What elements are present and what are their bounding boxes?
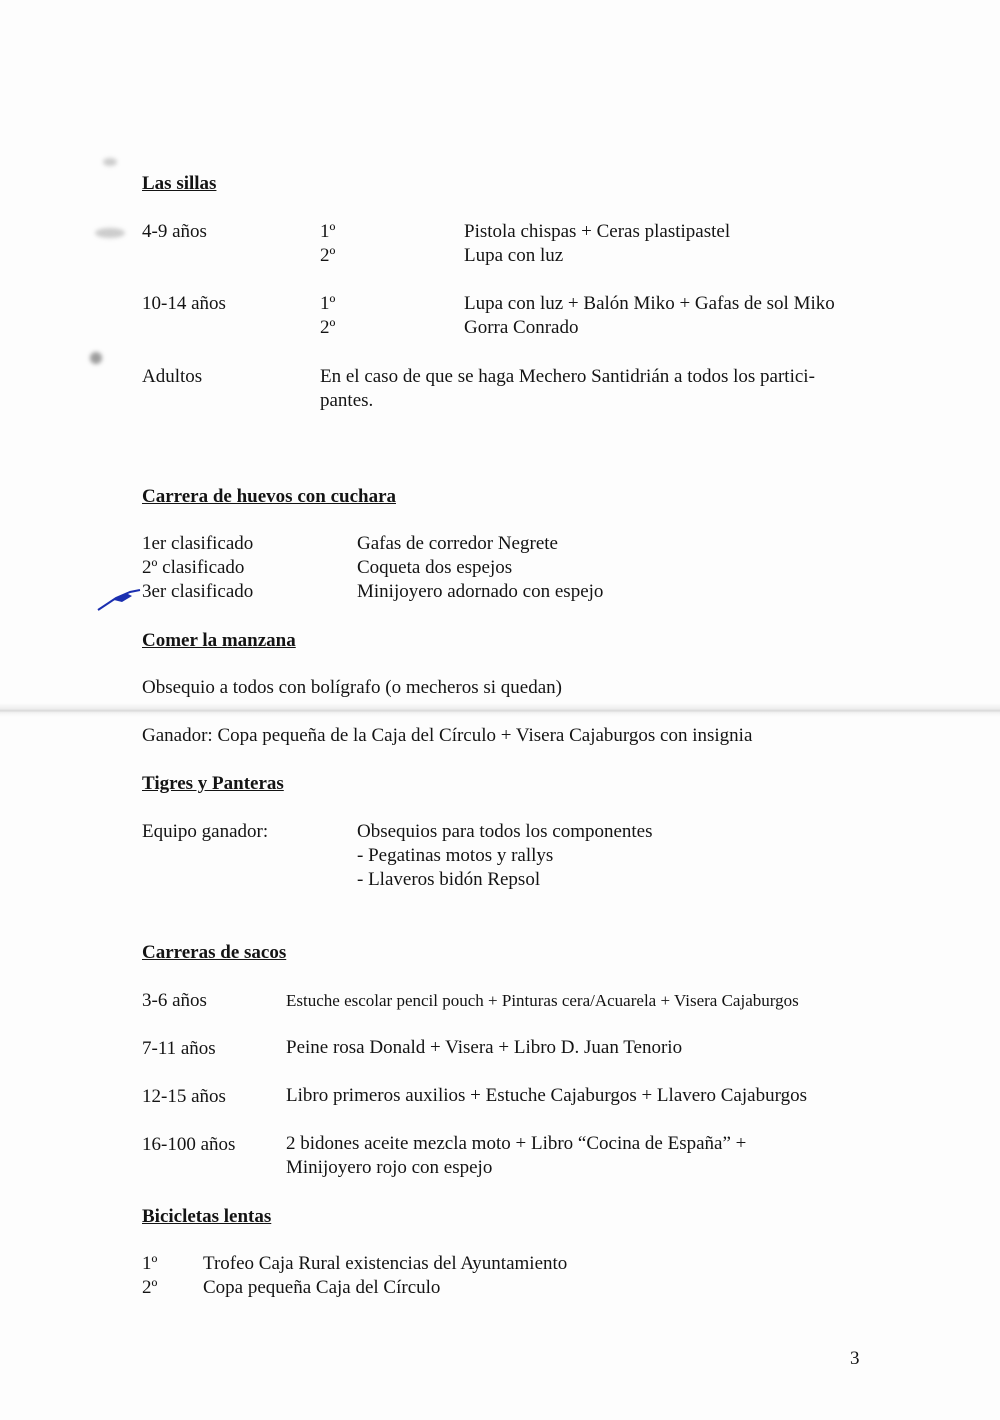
section-heading-manzana: Comer la manzana [142, 630, 296, 651]
section-heading-sacos: Carreras de sacos [142, 942, 287, 963]
section-heading-huevos: Carrera de huevos con cuchara [142, 486, 397, 507]
place-label: 3er clasificado [142, 581, 254, 602]
prize-text: Gorra Conrado [464, 317, 579, 338]
prize-text: Lupa con luz [464, 245, 564, 266]
page-number: 3 [850, 1348, 860, 1369]
prize-text: Lupa con luz + Balón Miko + Gafas de sol Miko [464, 293, 835, 314]
prize-text: Obsequios para todos los componentes [357, 821, 653, 842]
place-label: 2º [320, 317, 336, 338]
smudge-mark [103, 158, 117, 166]
place-label: 2º [320, 245, 336, 266]
paper-fold-crease [0, 703, 1000, 717]
place-label: 2º clasificado [142, 557, 245, 578]
section-heading-sillas: Las sillas [142, 173, 217, 194]
adults-text-continued: pantes. [320, 390, 374, 411]
prize-text: - Llaveros bidón Repsol [357, 869, 541, 890]
place-label: 2º [142, 1277, 158, 1298]
prize-text: Gafas de corredor Negrete [357, 533, 558, 554]
prize-text: Minijoyero adornado con espejo [357, 581, 604, 602]
smudge-mark [95, 228, 125, 238]
age-group: Adultos [142, 366, 203, 387]
team-label: Equipo ganador: [142, 821, 269, 842]
prize-text: Coqueta dos espejos [357, 557, 513, 578]
age-group: 3-6 años [142, 990, 207, 1011]
smudge-mark [90, 352, 102, 364]
age-group: 4-9 años [142, 221, 207, 242]
age-group: 7-11 años [142, 1038, 216, 1059]
age-group: 10-14 años [142, 293, 226, 314]
place-label: 1º [320, 221, 336, 242]
place-label: 1º [320, 293, 336, 314]
prize-text-continued: Minijoyero rojo con espejo [286, 1157, 493, 1178]
prize-text: Estuche escolar pencil pouch + Pinturas cera/Acuarela + Visera Cajaburgos [286, 991, 799, 1010]
manzana-gift-text: Obsequio a todos con bolígrafo (o mecheros si quedan) [142, 677, 563, 698]
prize-text: - Pegatinas motos y rallys [357, 845, 554, 866]
place-label: 1º [142, 1253, 158, 1274]
age-group: 16-100 años [142, 1134, 236, 1155]
section-heading-bicicletas: Bicicletas lentas [142, 1206, 272, 1227]
prize-text: 2 bidones aceite mezcla moto + Libro “Cocina de España” + [286, 1133, 747, 1154]
prize-text: Peine rosa Donald + Visera + Libro D. Juan Tenorio [286, 1037, 683, 1058]
prize-text: Copa pequeña Caja del Círculo [203, 1277, 441, 1298]
place-label: 1er clasificado [142, 533, 254, 554]
manzana-winner-text: Ganador: Copa pequeña de la Caja del Círculo + Visera Cajaburgos con insignia [142, 725, 753, 746]
adults-text: En el caso de que se haga Mechero Santidrián a todos los partici- [320, 366, 815, 387]
prize-text: Trofeo Caja Rural existencias del Ayuntamiento [203, 1253, 568, 1274]
age-group: 12-15 años [142, 1086, 226, 1107]
section-heading-tigres: Tigres y Panteras [142, 773, 284, 794]
blue-ink-mark [96, 584, 146, 614]
prize-text: Pistola chispas + Ceras plastipastel [464, 221, 731, 242]
prize-text: Libro primeros auxilios + Estuche Cajaburgos + Llavero Cajaburgos [286, 1085, 807, 1106]
